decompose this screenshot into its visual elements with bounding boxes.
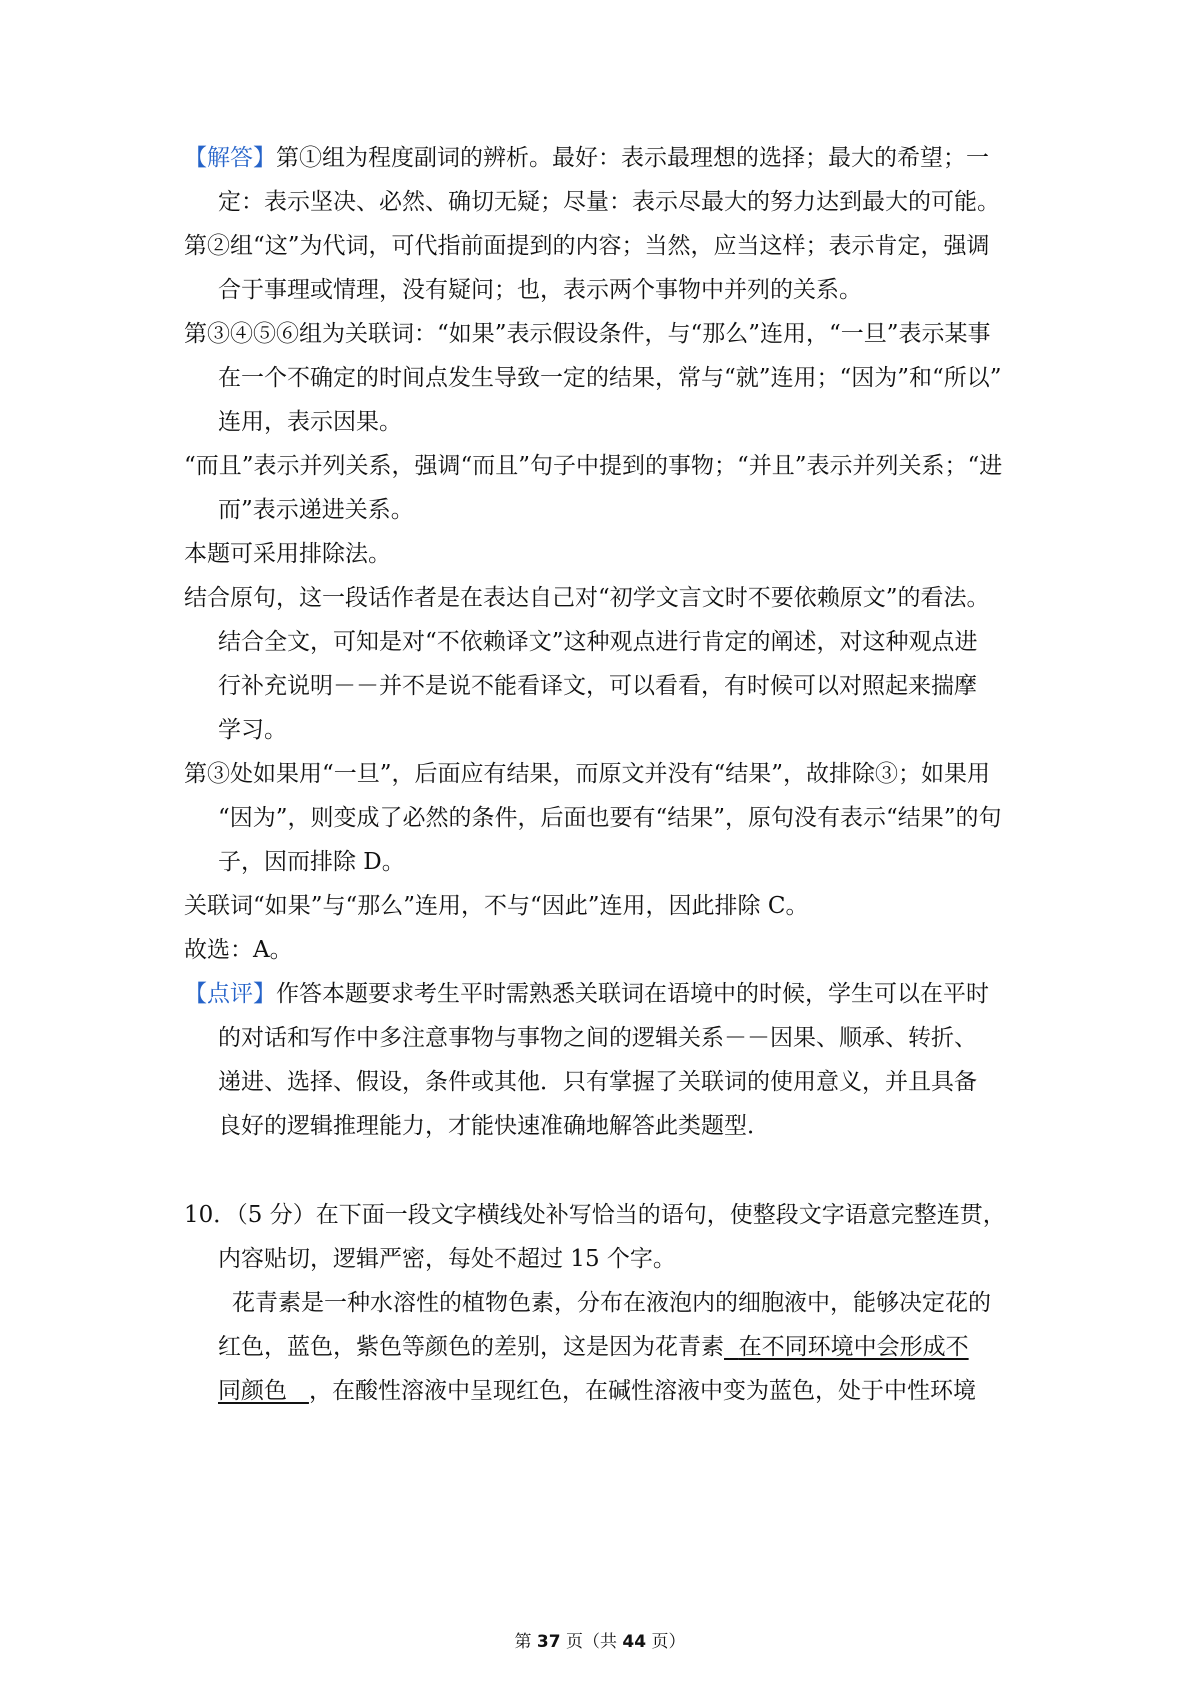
answer-line-8: “而且”表示并列关系，强调“而且”句子中提到的事物；“并且”表示并列关系；“进 (184, 453, 1003, 479)
passage-line-1: 花青素是一种水溶性的植物色素，分布在液泡内的细胞液中，能够决定花的 (232, 1290, 991, 1316)
dianping-tag: 【点评】 (184, 981, 276, 1007)
comment-line-1: 【点评】作答本题要求考生平时需熟悉关联词在语境中的时候，学生可以在平时 (184, 981, 989, 1007)
question-10-line-2: 内容贴切，逻辑严密，每处不超过 15 个字。 (218, 1246, 676, 1272)
answer-line-10: 本题可采用排除法。 (184, 541, 391, 567)
answer-line-7: 连用，表示因果。 (218, 409, 402, 435)
answer-line-19: 故选：A。 (184, 937, 293, 963)
answer-line-5: 第③④⑤⑥组为关联词：“如果”表示假设条件，与“那么”连用，“一旦”表示某事 (184, 321, 991, 347)
jieda-tag: 【解答】 (184, 145, 276, 171)
current-page-number: 37 (536, 1632, 561, 1652)
answer-line-11: 结合原句，这一段话作者是在表达自己对“初学文言文时不要依赖原文”的看法。 (184, 585, 990, 611)
answer-line-17: 子，因而排除 D。 (218, 849, 405, 875)
answer-line-12: 结合全文，可知是对“不依赖译文”这种观点进行肯定的阐述，对这种观点进 (218, 629, 978, 655)
comment-line-2: 的对话和写作中多注意事物与事物之间的逻辑关系－－因果、顺承、转折、 (218, 1025, 977, 1051)
answer-line-18: 关联词“如果”与“那么”连用，不与“因此”连用，因此排除 C。 (184, 893, 809, 919)
answer-line-15: 第③处如果用“一旦”，后面应有结果，而原文并没有“结果”，故排除③；如果用 (184, 761, 991, 787)
fill-in-answer-part-2: 同颜色 (218, 1378, 287, 1404)
answer-line-3: 第②组“这”为代词，可代指前面提到的内容；当然，应当这样；表示肯定，强调 (184, 233, 990, 259)
answer-line-4: 合于事理或情理，没有疑问；也，表示两个事物中并列的关系。 (218, 277, 862, 303)
passage-line-3: 同颜色 ，在酸性溶液中呈现红色，在碱性溶液中变为蓝色，处于中性环境 (218, 1378, 976, 1404)
answer-line-2: 定：表示坚决、必然、确切无疑；尽量：表示尽最大的努力达到最大的可能。 (218, 189, 1000, 215)
answer-line-14: 学习。 (218, 717, 287, 743)
fill-in-answer-part-1: 在不同环境中会形成不 (738, 1334, 969, 1360)
answer-line-6: 在一个不确定的时间点发生导致一定的结果，常与“就”连用；“因为”和“所以” (218, 365, 1002, 391)
answer-line-1: 【解答】第①组为程度副词的辨析。最好：表示最理想的选择；最大的希望；一 (184, 145, 989, 171)
answer-line-13: 行补充说明－－并不是说不能看译文，可以看看，有时候可以对照起来揣摩 (218, 673, 977, 699)
passage-line-2: 红色，蓝色，紫色等颜色的差别，这是因为花青素 在不同环境中会形成不 (218, 1334, 969, 1360)
total-page-count: 44 (622, 1632, 647, 1652)
comment-line-4: 良好的逻辑推理能力，才能快速准确地解答此类题型． (218, 1113, 770, 1139)
question-10-line-1: 10．（5 分）在下面一段文字横线处补写恰当的语句，使整段文字语意完整连贯， (184, 1202, 1006, 1228)
answer-line-9: 而”表示递进关系。 (218, 497, 414, 523)
page-footer: 第 37 页（共 44 页） (514, 1632, 686, 1652)
comment-line-3: 递进、选择、假设，条件或其他．只有掌握了关联词的使用意义，并且具备 (218, 1069, 977, 1095)
answer-line-16: “因为”，则变成了必然的条件，后面也要有“结果”，原句没有表示“结果”的句 (218, 805, 1002, 831)
